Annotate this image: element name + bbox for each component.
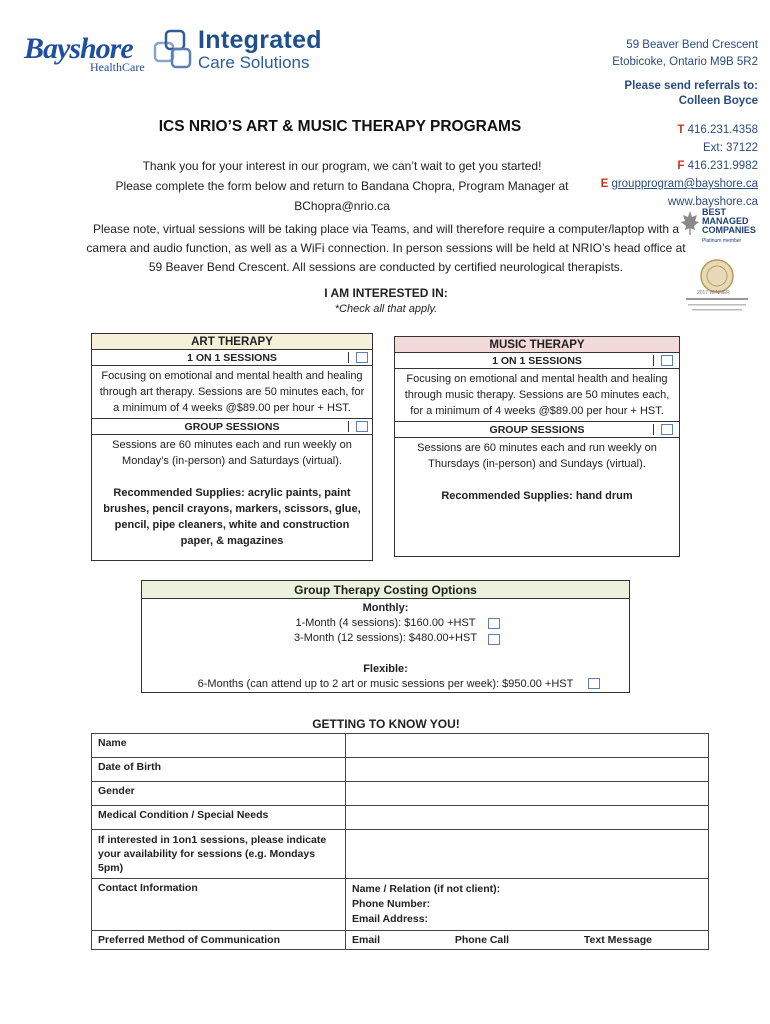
option-1-month-label: 1-Month (4 sessions): $160.00 +HST [295, 617, 476, 629]
fax-label: F [677, 160, 685, 172]
document-title: ICS NRIO’S ART & MUSIC THERAPY PROGRAMS [158, 118, 522, 135]
office-address [612, 37, 758, 71]
table-row [92, 734, 709, 758]
checkbox-divider [348, 352, 349, 363]
intro-line-2: Please complete the form below and return to Bandana Chopra, Program Manager at [115, 179, 569, 193]
intro-line-1: Thank you for your interest in our program, we can’t wait to get you started! [142, 159, 542, 173]
option-6-month-label: 6-Months (can attend up to 2 art or music sessions per week): $950.00 +HST [197, 678, 574, 690]
music-one-on-one-label: 1 ON 1 SESSIONS [492, 355, 582, 367]
phone-label: T [677, 124, 685, 136]
art-group-section [92, 435, 372, 551]
best-managed-badge [680, 206, 762, 246]
bmc-line-3: COMPANIES [702, 225, 756, 235]
table-row [92, 931, 709, 950]
email-link[interactable]: groupprogram@bayshore.ca [611, 178, 758, 190]
bmc-line-1: BEST [702, 207, 727, 217]
art-group-checkbox[interactable] [356, 421, 368, 432]
check-all-note: *Check all that apply. [334, 303, 438, 315]
interested-heading: I AM INTERESTED IN: [324, 286, 448, 300]
option-6-month-row [142, 677, 629, 692]
ics-logo-title: Integrated [198, 26, 322, 54]
art-one-on-one-label: 1 ON 1 SESSIONS [187, 352, 277, 364]
email-line [601, 175, 758, 193]
availability-field[interactable] [346, 830, 709, 879]
table-row [92, 879, 709, 931]
getting-to-know-heading: GETTING TO KNOW YOU! [312, 717, 460, 731]
phone-number: 416.231.4358 [687, 124, 758, 136]
bayshore-logo-text: Bayshore [24, 32, 133, 65]
music-group-checkbox[interactable] [661, 424, 673, 435]
email-label: E [600, 178, 609, 190]
address-line-2: Etobicoke, Ontario M9B 5R2 [612, 56, 758, 68]
medical-field[interactable] [346, 806, 709, 830]
fax-number: 416.231.9982 [687, 160, 758, 172]
contact-email-label: Email Address: [352, 913, 429, 925]
art-one-on-one-description: Focusing on emotional and mental health and healing through art therapy. Sessions are 50 minutes each, for a minimum of 4 weeks @$89.00 per hour + HST. [92, 366, 372, 419]
music-one-on-one-row [395, 353, 679, 369]
bayshore-logo-sub: HealthCare [90, 60, 145, 74]
preferred-method-label: Preferred Method of Communication [92, 931, 346, 950]
name-field[interactable] [346, 734, 709, 758]
bmc-text [702, 208, 756, 246]
checkbox-divider [653, 424, 654, 435]
option-6-month-checkbox[interactable] [588, 678, 600, 689]
pref-phone-option[interactable]: Phone Call [454, 934, 510, 946]
fax-line [601, 157, 758, 175]
pref-email-option[interactable]: Email [352, 934, 381, 946]
option-3-month-checkbox[interactable] [488, 634, 500, 645]
art-one-on-one-checkbox[interactable] [356, 352, 368, 363]
contact-info-field[interactable] [346, 879, 709, 931]
monthly-label: Monthly: [362, 602, 409, 614]
gender-field[interactable] [346, 782, 709, 806]
contact-info-label: Contact Information [92, 879, 346, 931]
preferred-method-options [346, 931, 709, 950]
music-one-on-one-description: Focusing on emotional and mental health and healing through music therapy. Sessions are 50 minutes each, for a minimum of 4 weeks @$89.00 per hour + HST. [395, 369, 679, 422]
art-supplies: Recommended Supplies: acrylic paints, paint brushes, pencil crayons, markers, scissors, glue, pencil, pipe cleaners, white and construction paper, & magazines [103, 487, 361, 547]
costing-body [142, 599, 629, 692]
art-group-row [92, 419, 372, 435]
music-group-row [395, 422, 679, 438]
virtual-sessions-note: Please note, virtual sessions will be taking place via Teams, and will therefore require a computer/laptop with a camera and audio function, as well as a WiFi connection. In person sessions will be held at NRIO’s head office at 59 Beaver Bend Crescent. All sessions are conducted by certified neurological therapists. [86, 222, 686, 274]
table-row [92, 758, 709, 782]
checkbox-divider [653, 355, 654, 366]
name-label: Name [92, 734, 346, 758]
availability-label: If interested in 1on1 sessions, please indicate your availability for sessions (e.g. Mondays 5pm) [92, 830, 346, 879]
contact-block [601, 121, 758, 211]
music-supplies: Recommended Supplies: hand drum [441, 490, 633, 502]
award-seal-icon [682, 252, 752, 318]
medical-label: Medical Condition / Special Needs [92, 806, 346, 830]
bayshore-logo [18, 30, 160, 80]
option-1-month-checkbox[interactable] [488, 618, 500, 629]
referral-block [624, 79, 758, 109]
art-one-on-one-row [92, 350, 372, 366]
art-group-label: GROUP SESSIONS [184, 421, 280, 433]
bmc-line-2: MANAGED [702, 216, 749, 226]
music-group-section [395, 438, 679, 506]
referral-line-2: Colleen Boyce [678, 95, 758, 107]
ics-logo-subtitle: Care Solutions [198, 53, 310, 72]
pref-text-option[interactable]: Text Message [583, 934, 652, 946]
table-row [92, 830, 709, 879]
music-therapy-box [394, 336, 680, 557]
intro-text [86, 156, 598, 216]
phone-line [601, 121, 758, 139]
contact-phone-label: Phone Number: [352, 898, 431, 910]
info-form-table [91, 733, 709, 950]
gender-label: Gender [92, 782, 346, 806]
costing-title: Group Therapy Costing Options [142, 581, 629, 599]
flexible-label: Flexible: [363, 663, 408, 675]
table-row [92, 806, 709, 830]
ext-line: Ext: 37122 [703, 142, 758, 154]
award-caption: 2017 WINNER [697, 290, 730, 296]
art-therapy-title: ART THERAPY [92, 334, 372, 350]
option-3-month-label: 3-Month (12 sessions): $480.00+HST [293, 632, 478, 644]
music-group-label: GROUP SESSIONS [489, 424, 585, 436]
music-therapy-title: MUSIC THERAPY [395, 337, 679, 353]
address-line-1: 59 Beaver Bend Crescent [626, 39, 758, 51]
costing-options-box [141, 580, 630, 693]
bmc-line-4: Platinum member [702, 238, 742, 244]
checkbox-divider [348, 421, 349, 432]
dob-label: Date of Birth [92, 758, 346, 782]
contact-name-label: Name / Relation (if not client): [352, 883, 501, 895]
art-group-description: Sessions are 60 minutes each and run weekly on Monday’s (in-person) and Saturdays (virtual). [112, 439, 352, 467]
option-1-month-row [142, 616, 629, 631]
website-link[interactable]: www.bayshore.ca [667, 196, 758, 208]
intro-line-3: BChopra@nrio.ca [294, 199, 390, 213]
table-row [92, 782, 709, 806]
referral-line-1: Please send referrals to: [624, 80, 758, 92]
music-group-description: Sessions are 60 minutes each and run weekly on Thursdays (in-person) and Sundays (virtual). [417, 442, 657, 470]
art-therapy-box [91, 333, 373, 561]
dob-field[interactable] [346, 758, 709, 782]
option-3-month-row [142, 631, 629, 646]
music-one-on-one-checkbox[interactable] [661, 355, 673, 366]
ics-logo-icon [152, 27, 196, 73]
